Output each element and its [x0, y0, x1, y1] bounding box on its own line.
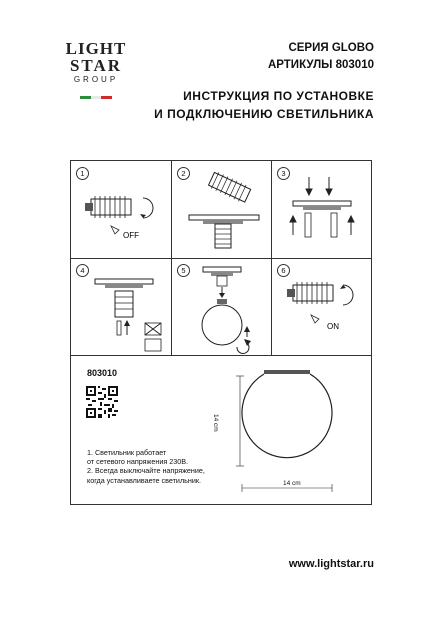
- step-2-number: 2: [177, 167, 190, 180]
- qr-code-icon: [86, 386, 118, 418]
- title-line-2: И ПОДКЛЮЧЕНИЮ СВЕТИЛЬНИКА: [154, 107, 374, 121]
- step-6-number: 6: [277, 264, 290, 277]
- step-3-number: 3: [277, 167, 290, 180]
- product-info-panel: [70, 354, 372, 505]
- series-name: СЕРИЯ GLOBO: [288, 42, 374, 54]
- step-3-illustration: [281, 173, 366, 257]
- series-header: [268, 40, 374, 74]
- installation-steps-grid: [70, 160, 372, 356]
- product-article: 803010: [87, 368, 118, 378]
- italian-flag-icon: [80, 96, 112, 99]
- note-1-line-1: 1. Светильник работает: [87, 448, 167, 457]
- step-6-illustration: [281, 273, 366, 343]
- height-dimension: 14 cm: [212, 414, 219, 432]
- note-2-line-1: 2. Всегда выключайте напряжение,: [87, 466, 205, 476]
- note-2-line-2: когда устанавливаете светильник.: [87, 475, 202, 485]
- article-numbers: АРТИКУЛЫ 803010: [267, 59, 374, 71]
- brand-logo: [64, 40, 128, 110]
- logo-line-3: GROUP: [73, 75, 119, 84]
- step-1-number: 1: [76, 167, 89, 180]
- website-link[interactable]: www.lightstar.ru: [288, 558, 374, 570]
- step-5-illustration: [181, 265, 266, 355]
- step-6-on-label: ON: [327, 322, 339, 331]
- document-title: [154, 87, 374, 123]
- step-2-illustration: [181, 169, 266, 257]
- note-1-line-2: от сетевого напряжения 230В.: [87, 457, 189, 467]
- title-line-1: ИНСТРУКЦИЯ ПО УСТАНОВКЕ: [183, 89, 374, 103]
- step-4-illustration: [81, 273, 169, 353]
- step-4-number: 4: [76, 264, 89, 277]
- logo-line-1: LIGHT: [65, 39, 127, 58]
- step-1-illustration: [81, 186, 166, 246]
- installation-notes: [87, 448, 237, 485]
- step-1-off-label: OFF: [123, 231, 139, 240]
- width-dimension: 14 cm: [283, 480, 301, 487]
- step-5-number: 5: [177, 264, 190, 277]
- logo-line-2: STAR: [69, 56, 123, 75]
